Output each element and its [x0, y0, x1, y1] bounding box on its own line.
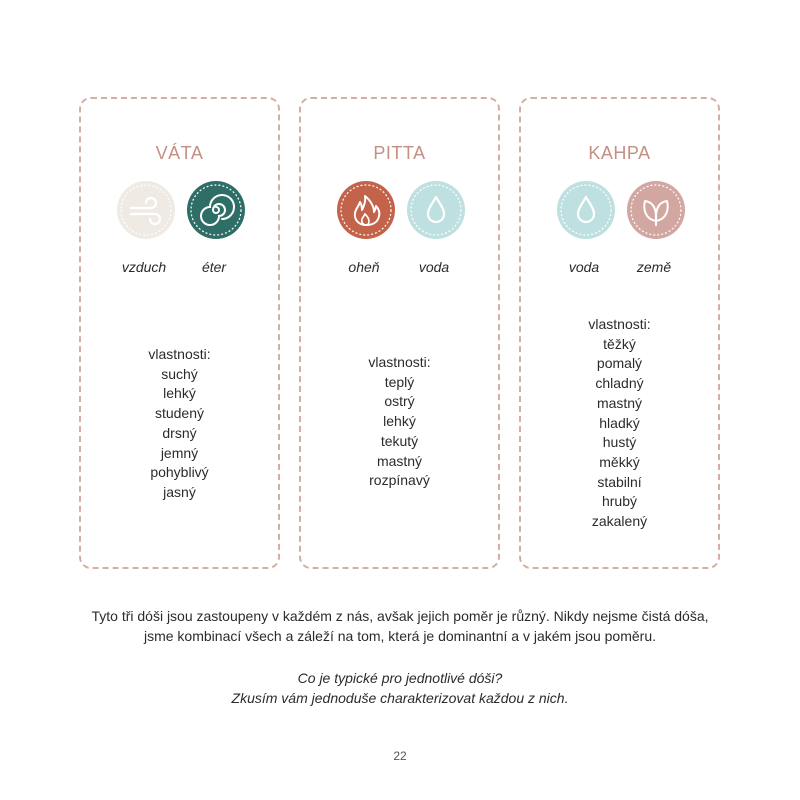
element-label-fire: oheň — [348, 259, 380, 275]
vata-properties — [81, 345, 278, 503]
property-item: zakalený — [591, 513, 648, 530]
property-item: těžký — [603, 335, 636, 352]
page-number: 22 — [393, 749, 407, 763]
fire-icon — [337, 181, 395, 239]
property-item: tekutý — [380, 432, 419, 449]
card-title-vata: VÁTA — [155, 143, 204, 163]
pitta-icons — [337, 181, 467, 241]
intro-line: jsme kombinací všech a záleží na tom, která je dominantní a v jakém jsou poměru. — [143, 628, 656, 644]
property-item: pohyblivý — [150, 464, 209, 481]
property-item: jemný — [160, 444, 199, 461]
card-title-kahpa: KAHPA — [588, 143, 651, 163]
earth-leaf-icon — [627, 181, 685, 239]
property-item: hustý — [602, 434, 637, 451]
property-item: jasný — [163, 483, 196, 500]
question-paragraph — [60, 668, 740, 708]
property-item: lehký — [383, 413, 416, 430]
property-item: stabilní — [597, 473, 642, 490]
properties-label: vlastnosti: — [148, 346, 211, 362]
intro-paragraph — [60, 606, 740, 646]
air-icon — [117, 181, 175, 239]
element-label-water: voda — [418, 259, 450, 275]
property-item: mastný — [376, 452, 423, 469]
properties-label: vlastnosti: — [368, 354, 431, 370]
question-line: Co je typické pro jednotlivé dóši? — [297, 670, 503, 686]
property-item: drsný — [162, 424, 197, 441]
element-label-water: voda — [568, 259, 600, 275]
vata-icons — [117, 181, 247, 241]
element-label-ether: éter — [201, 259, 227, 275]
property-item: měkký — [599, 453, 640, 470]
card-title-pitta: PITTA — [373, 143, 426, 163]
vata-card — [79, 97, 280, 569]
ether-spiral-icon — [187, 181, 245, 239]
property-item: hladký — [599, 414, 640, 431]
property-item: chladný — [595, 375, 644, 392]
kahpa-card — [519, 97, 720, 569]
property-item: hrubý — [601, 493, 638, 510]
property-item: mastný — [596, 394, 643, 411]
property-item: lehký — [163, 385, 196, 402]
pitta-properties — [301, 353, 498, 491]
property-item: teplý — [384, 373, 415, 390]
element-label-earth: země — [636, 259, 672, 275]
kahpa-properties — [521, 315, 718, 532]
properties-label: vlastnosti: — [588, 316, 651, 332]
pitta-card — [299, 97, 500, 569]
property-item: suchý — [161, 365, 198, 382]
property-item: pomalý — [596, 355, 643, 372]
element-label-air: vzduch — [121, 259, 167, 275]
property-item: rozpínavý — [369, 472, 430, 489]
question-line: Zkusím vám jednoduše charakterizovat každou z nich. — [231, 690, 569, 706]
property-item: studený — [154, 405, 205, 422]
water-drop-icon — [557, 181, 615, 239]
property-item: ostrý — [384, 393, 415, 410]
water-drop-icon — [407, 181, 465, 239]
intro-line: Tyto tři dóši jsou zastoupeny v každém z nás, avšak jejich poměr je různý. Nikdy nejsme čistá dóša, — [91, 608, 709, 624]
kahpa-icons — [557, 181, 687, 241]
